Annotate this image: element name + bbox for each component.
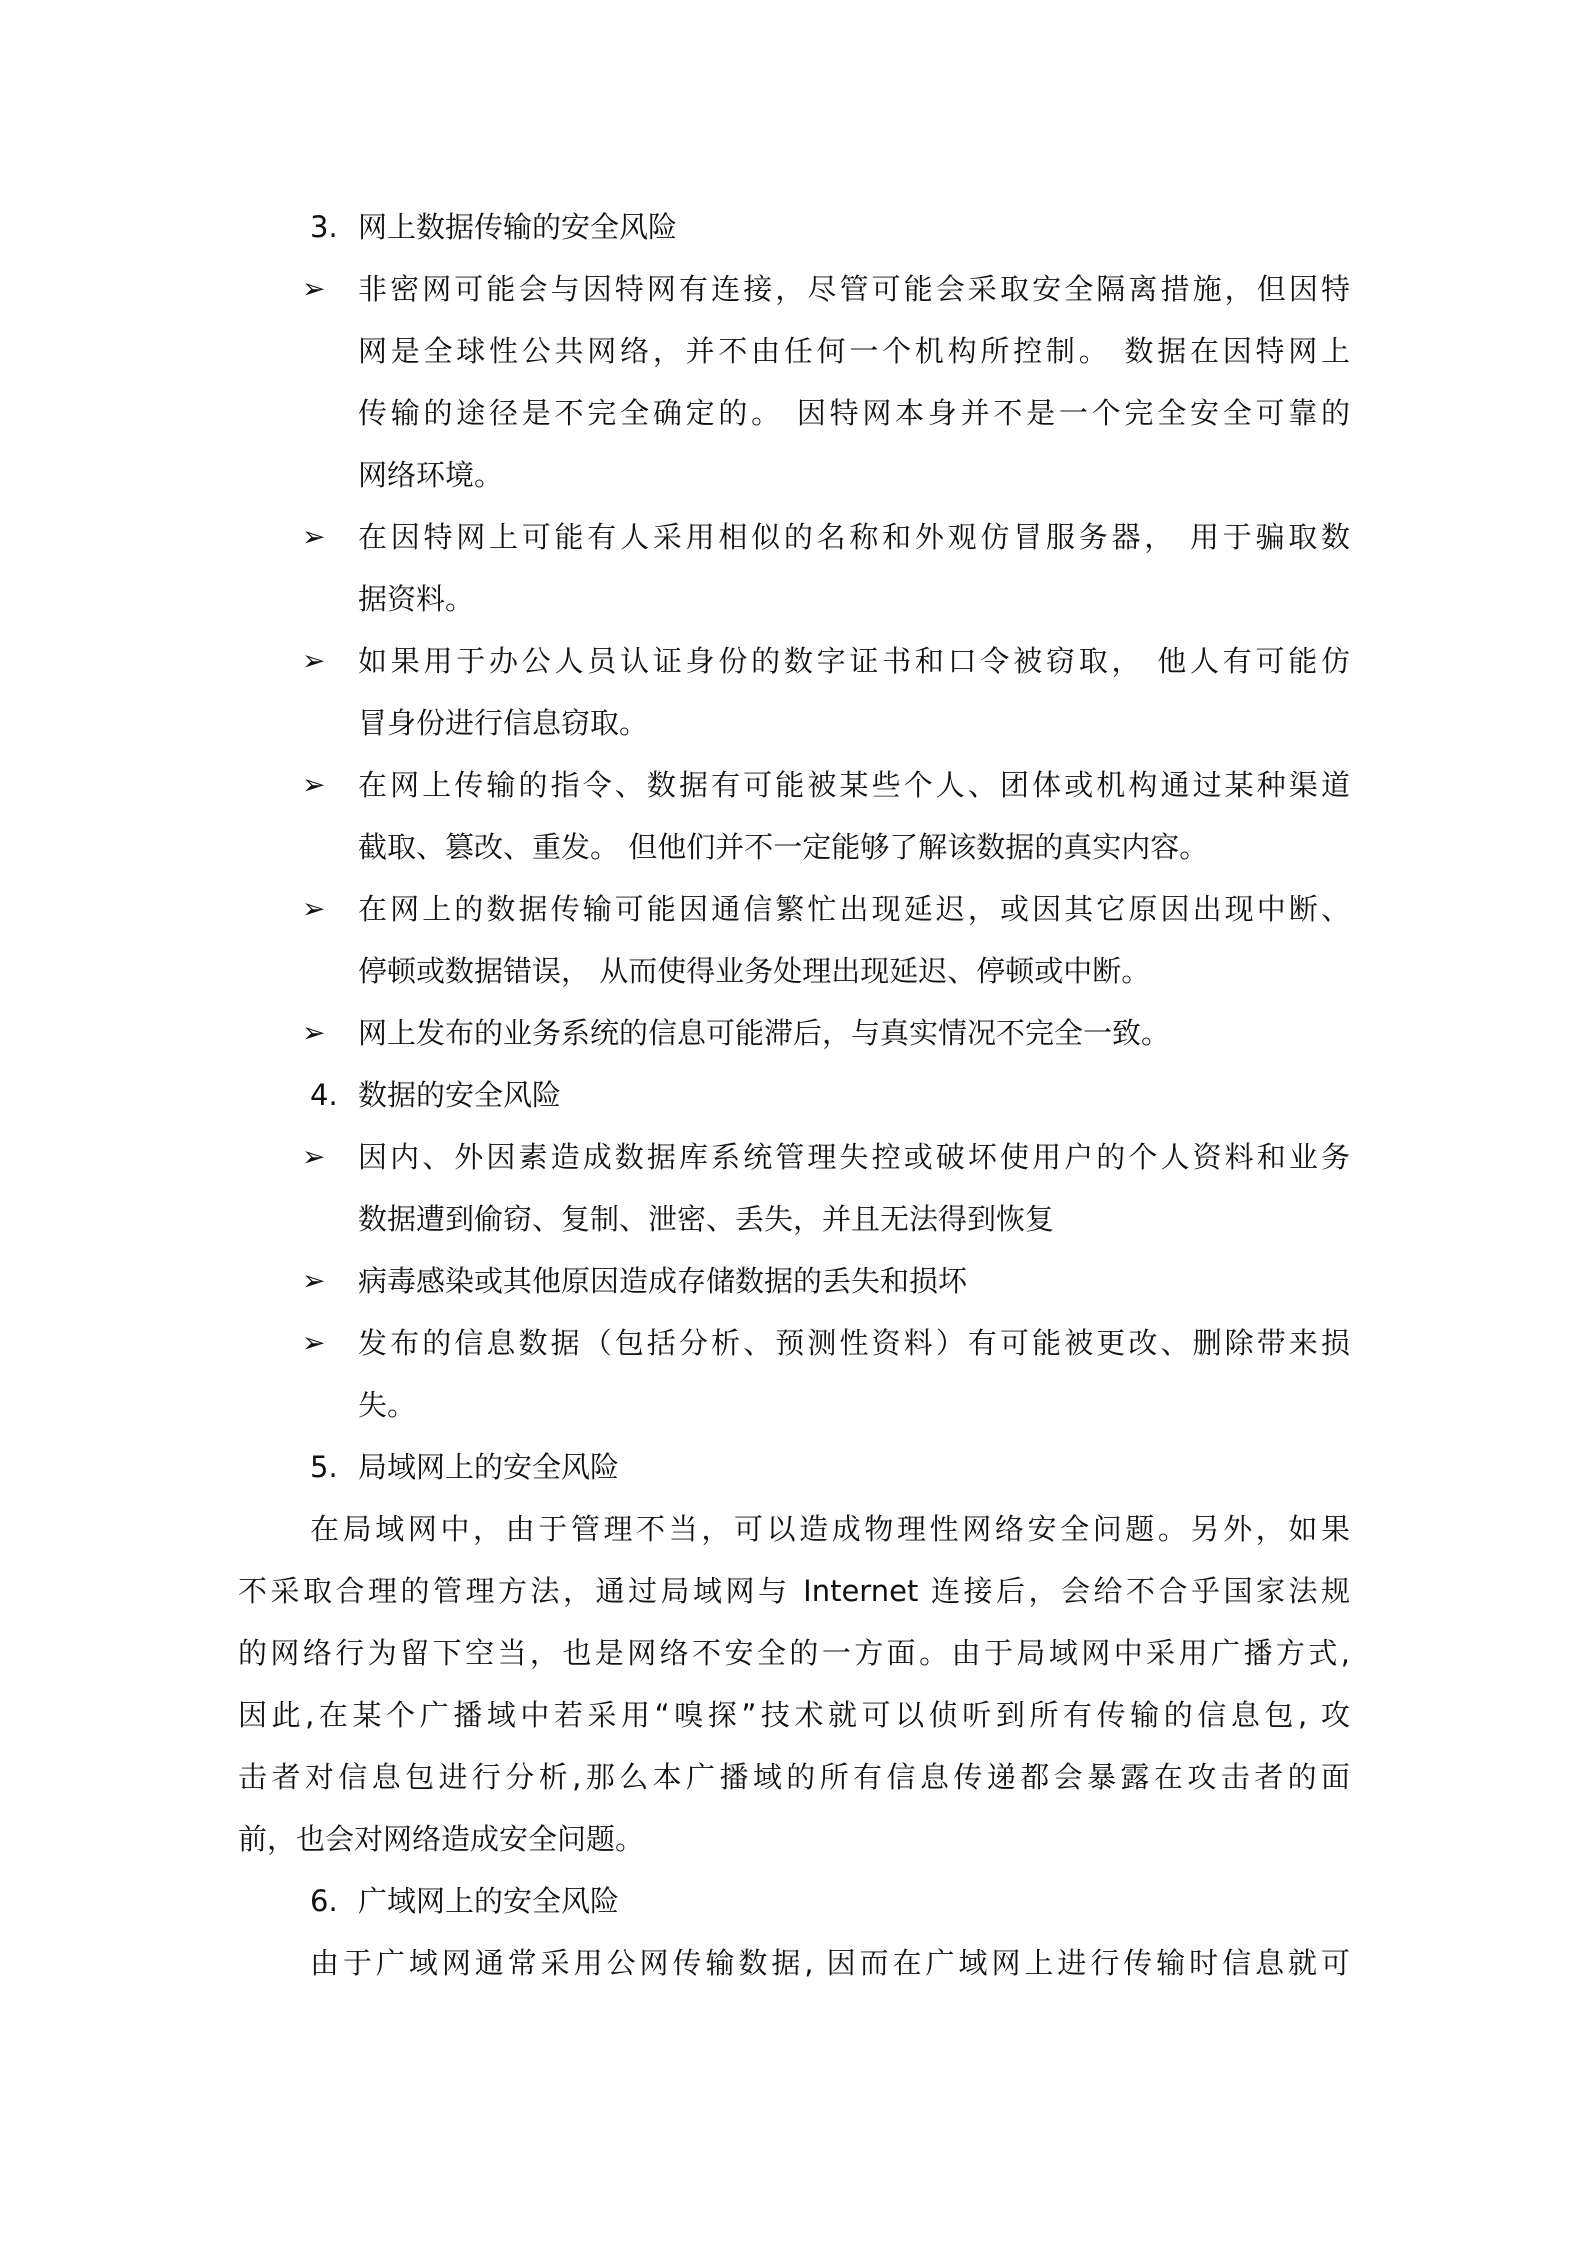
section-number: 4. <box>310 1078 338 1112</box>
paragraph-line: 由于广域网通常采用公网传输数据, 因而在广域网上进行传输时信息就可 <box>310 1946 1350 1980</box>
bullet-text: 在网上传输的指令、数据有可能被某些个人、团体或机构通过某种渠道 <box>358 768 1350 802</box>
bullet-text: 如果用于办公人员认证身份的数字证书和口令被窃取， 他人有可能仿 <box>358 644 1350 678</box>
section-heading-5 <box>238 1436 1350 1498</box>
section-number: 5. <box>310 1450 338 1484</box>
bullet-text: 停顿或数据错误， 从而使得业务处理出现延迟、停顿或中断。 <box>358 954 1151 988</box>
arrow-bullet-icon: ➢ <box>302 1264 326 1297</box>
arrow-bullet-icon: ➢ <box>302 1140 326 1173</box>
section-heading-3 <box>238 196 1350 258</box>
paragraph-line: 在局域网中，由于管理不当，可以造成物理性网络安全问题。另外，如果 <box>310 1512 1350 1546</box>
bullet-text: 网是全球性公共网络，并不由任何一个机构所控制。 数据在因特网上 <box>358 334 1350 368</box>
section-title: 局域网上的安全风险 <box>358 1450 620 1484</box>
arrow-bullet-icon: ➢ <box>302 768 326 801</box>
section-number: 3. <box>310 210 338 244</box>
bullet-text: 冒身份进行信息窃取。 <box>358 706 649 740</box>
bullet-text: 发布的信息数据（包括分析、预测性资料）有可能被更改、删除带来损 <box>358 1326 1350 1360</box>
arrow-bullet-icon: ➢ <box>302 520 326 553</box>
bullet-item <box>238 506 1350 630</box>
bullet-item <box>238 630 1350 754</box>
bullet-item <box>238 1250 1350 1312</box>
section-heading-4 <box>238 1064 1350 1126</box>
bullet-item <box>238 878 1350 1002</box>
section-heading-6 <box>238 1870 1350 1932</box>
bullet-text: 网上发布的业务系统的信息可能滞后，与真实情况不完全一致。 <box>358 1016 1171 1050</box>
bullet-text: 数据遭到偷窃、复制、泄密、丢失，并且无法得到恢复 <box>358 1202 1055 1236</box>
bullet-item <box>238 1002 1350 1064</box>
arrow-bullet-icon: ➢ <box>302 272 326 305</box>
bullet-item <box>238 258 1350 506</box>
bullet-text: 在因特网上可能有人采用相似的名称和外观仿冒服务器， 用于骗取数 <box>358 520 1350 554</box>
paragraph-line: 前，也会对网络造成安全问题。 <box>238 1822 645 1856</box>
paragraph-line: 不采取合理的管理方法，通过局域网与 Internet 连接后，会给不合乎国家法规 <box>238 1574 1350 1608</box>
bullet-text: 网络环境。 <box>358 458 504 492</box>
document-page <box>238 196 1350 1994</box>
bullet-text: 传输的途径是不完全确定的。 因特网本身并不是一个完全安全可靠的 <box>358 396 1350 430</box>
bullet-item <box>238 754 1350 878</box>
section-title: 广域网上的安全风险 <box>358 1884 620 1918</box>
paragraph-line: 因此,在某个广播域中若采用“嗅探”技术就可以侦听到所有传输的信息包, 攻 <box>238 1698 1350 1732</box>
bullet-text: 据资料。 <box>358 582 475 616</box>
body-paragraph <box>238 1932 1350 1994</box>
arrow-bullet-icon: ➢ <box>302 1016 326 1049</box>
bullet-item <box>238 1126 1350 1250</box>
section-title: 数据的安全风险 <box>358 1078 562 1112</box>
bullet-text: 病毒感染或其他原因造成存储数据的丢失和损坏 <box>358 1264 968 1298</box>
bullet-text: 因内、外因素造成数据库系统管理失控或破坏使用户的个人资料和业务 <box>358 1140 1350 1174</box>
bullet-text: 非密网可能会与因特网有连接，尽管可能会采取安全隔离措施，但因特 <box>358 272 1350 306</box>
body-paragraph <box>238 1498 1350 1870</box>
bullet-text: 失。 <box>358 1388 417 1422</box>
paragraph-line: 击者对信息包进行分析,那么本广播域的所有信息传递都会暴露在攻击者的面 <box>238 1760 1350 1794</box>
paragraph-line: 的网络行为留下空当，也是网络不安全的一方面。由于局域网中采用广播方式, <box>238 1636 1350 1670</box>
section-title: 网上数据传输的安全风险 <box>358 210 678 244</box>
arrow-bullet-icon: ➢ <box>302 1326 326 1359</box>
bullet-text: 截取、篡改、重发。 但他们并不一定能够了解该数据的真实内容。 <box>358 830 1209 864</box>
bullet-text: 在网上的数据传输可能因通信繁忙出现延迟，或因其它原因出现中断、 <box>358 892 1350 926</box>
bullet-item <box>238 1312 1350 1436</box>
section-number: 6. <box>310 1884 338 1918</box>
arrow-bullet-icon: ➢ <box>302 892 326 925</box>
arrow-bullet-icon: ➢ <box>302 644 326 677</box>
